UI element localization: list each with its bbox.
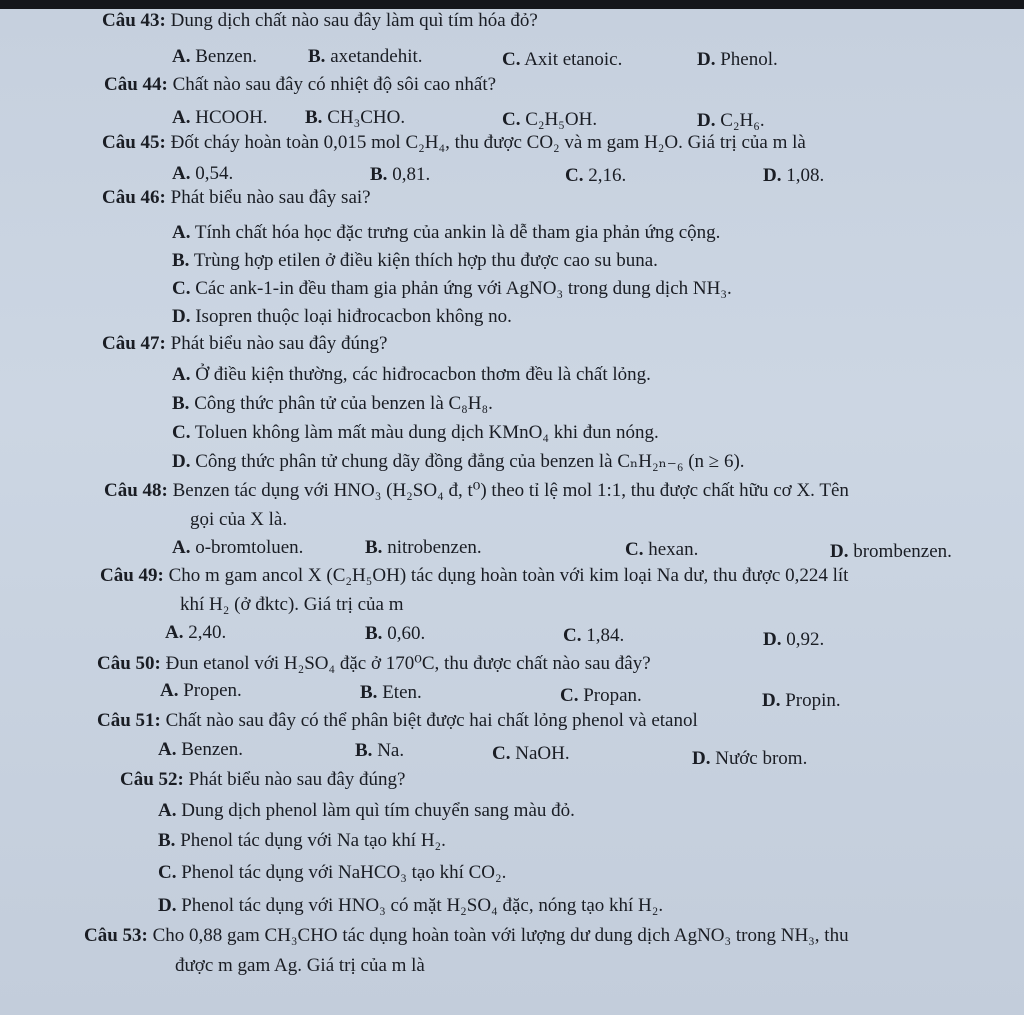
option-51d [692, 748, 807, 770]
question-45 [102, 132, 806, 154]
option-text: Propen. [183, 680, 242, 701]
option-49a [165, 622, 226, 644]
question-49-line2 [180, 594, 404, 616]
option-key: A. [165, 622, 184, 643]
option-51c [492, 743, 570, 765]
option-key: A. [172, 46, 191, 67]
option-52c [158, 862, 506, 884]
option-text: CH₃CHO. [327, 107, 406, 128]
option-text: 0,92. [786, 629, 825, 650]
question-53-line2 [175, 955, 425, 977]
option-key: D. [830, 541, 849, 562]
option-text: 2,16. [588, 165, 627, 186]
option-key: B. [305, 107, 323, 128]
option-43d [697, 49, 778, 71]
option-49b [365, 623, 425, 645]
question-label: Câu 45: [102, 132, 166, 153]
option-50b [360, 682, 422, 704]
option-key: A. [172, 364, 191, 385]
option-text: Propan. [583, 685, 642, 706]
top-dark-edge [0, 0, 1024, 9]
option-key: C. [502, 49, 521, 70]
option-text: Dung dịch phenol làm quì tím chuyển sang màu đỏ. [181, 800, 575, 821]
option-text: Benzen. [181, 739, 243, 760]
option-47b [172, 393, 493, 415]
question-text: Phát biểu nào sau đây đúng? [170, 333, 388, 354]
option-49d [763, 629, 824, 651]
question-label: Câu 50: [97, 653, 161, 674]
option-50c [560, 685, 642, 707]
option-43b [308, 46, 423, 68]
option-key: B. [360, 682, 378, 703]
question-48 [104, 480, 849, 502]
option-51a [158, 739, 243, 761]
question-50 [97, 653, 651, 675]
option-44b [305, 107, 405, 129]
option-text: Các ank-1-in đều tham gia phản ứng với AgNO₃ trong dung dịch NH₃. [195, 278, 732, 299]
option-key: B. [158, 830, 176, 851]
option-text: o-bromtoluen. [195, 537, 304, 558]
option-text: axetandehit. [330, 46, 423, 67]
question-text: Cho 0,88 gam CH₃CHO tác dụng hoàn toàn với lượng dư dung dịch AgNO₃ trong NH₃, thu [152, 925, 849, 946]
option-text: Phenol tác dụng với HNO₃ có mặt H₂SO₄ đặc, nóng tạo khí H₂. [181, 895, 664, 916]
option-44a [172, 107, 268, 129]
option-key: D. [697, 110, 716, 131]
question-text: Chất nào sau đây có thể phân biệt được hai chất lỏng phenol và etanol [165, 710, 698, 731]
option-key: B. [365, 623, 383, 644]
option-44d [697, 110, 765, 132]
option-key: D. [692, 748, 711, 769]
option-text: Tính chất hóa học đặc trưng của ankin là dễ tham gia phản ứng cộng. [194, 222, 721, 243]
question-text: Đun etanol với H₂SO₄ đặc ở 170⁰C, thu được chất nào sau đây? [165, 653, 651, 674]
option-key: C. [502, 109, 521, 130]
option-text: Na. [377, 740, 405, 761]
option-text: 0,81. [392, 164, 431, 185]
option-46b [172, 250, 658, 272]
option-key: A. [158, 800, 177, 821]
option-key: D. [762, 690, 781, 711]
question-text: khí H₂ (ở đktc). Giá trị của m [180, 594, 404, 615]
question-label: Câu 49: [100, 565, 164, 586]
option-text: 1,84. [586, 625, 625, 646]
option-51b [355, 740, 404, 762]
option-key: D. [172, 306, 191, 327]
question-text: Phát biểu nào sau đây sai? [170, 187, 371, 208]
option-text: C₂H₅OH. [525, 109, 598, 130]
option-key: A. [158, 739, 177, 760]
question-text: Cho m gam ancol X (C₂H₅OH) tác dụng hoàn toàn với kim loại Na dư, thu được 0,224 lít [168, 565, 849, 586]
option-text: 1,08. [786, 165, 825, 186]
question-label: Câu 46: [102, 187, 166, 208]
option-key: C. [560, 685, 579, 706]
option-50d [762, 690, 841, 712]
option-text: hexan. [648, 539, 699, 560]
option-text: Nước brom. [715, 748, 808, 769]
option-text: HCOOH. [195, 107, 268, 128]
question-48-line2 [190, 509, 287, 531]
option-key: C. [563, 625, 582, 646]
option-48c [625, 539, 698, 561]
question-label: Câu 44: [104, 74, 168, 95]
option-text: Công thức phân tử chung dãy đồng đẳng của benzen là CₙH₂ₙ₋₆ (n ≥ 6). [195, 451, 745, 472]
option-key: D. [763, 629, 782, 650]
option-50a [160, 680, 242, 702]
option-46c [172, 278, 732, 300]
option-45c [565, 165, 626, 187]
question-text: được m gam Ag. Giá trị của m là [175, 955, 425, 976]
question-text: Phát biểu nào sau đây đúng? [188, 769, 406, 790]
option-key: C. [492, 743, 511, 764]
option-text: 0,60. [387, 623, 426, 644]
option-text: Toluen không làm mất màu dung dịch KMnO₄ khi đun nóng. [194, 422, 659, 443]
option-key: A. [172, 163, 191, 184]
question-46 [102, 187, 371, 209]
question-text: gọi của X là. [190, 509, 288, 530]
question-44 [104, 74, 496, 96]
option-text: C₂H₆. [720, 110, 765, 131]
option-text: Phenol. [720, 49, 778, 70]
question-53 [84, 925, 849, 947]
option-text: Eten. [382, 682, 422, 703]
option-48a [172, 537, 303, 559]
option-46a [172, 222, 720, 244]
option-52a [158, 800, 575, 822]
option-45b [370, 164, 430, 186]
option-text: Axit etanoic. [524, 49, 623, 70]
option-text: nitrobenzen. [387, 537, 482, 558]
question-text: Đốt cháy hoàn toàn 0,015 mol C₂H₄, thu được CO₂ và m gam H₂O. Giá trị của m là [170, 132, 806, 153]
option-49c [563, 625, 624, 647]
option-47c [172, 422, 659, 444]
option-key: B. [365, 537, 383, 558]
question-47 [102, 333, 388, 355]
option-text: Phenol tác dụng với NaHCO₃ tạo khí CO₂. [181, 862, 507, 883]
option-key: B. [355, 740, 373, 761]
option-text: Phenol tác dụng với Na tạo khí H₂. [180, 830, 446, 851]
option-key: C. [158, 862, 177, 883]
question-52 [120, 769, 406, 791]
question-49 [100, 565, 848, 587]
option-key: D. [158, 895, 177, 916]
question-51 [97, 710, 698, 732]
option-text: Trùng hợp etilen ở điều kiện thích hợp thu được cao su buna. [193, 250, 658, 271]
question-label: Câu 48: [104, 480, 168, 501]
option-key: B. [172, 250, 190, 271]
option-47a [172, 364, 651, 386]
question-label: Câu 43: [102, 10, 166, 31]
question-text: Chất nào sau đây có nhiệt độ sôi cao nhất? [172, 74, 497, 95]
option-47d [172, 451, 745, 473]
option-key: B. [172, 393, 190, 414]
option-43c [502, 49, 622, 71]
option-52b [158, 830, 446, 852]
option-text: NaOH. [515, 743, 570, 764]
option-text: 2,40. [188, 622, 227, 643]
question-label: Câu 53: [84, 925, 148, 946]
option-key: C. [172, 422, 191, 443]
question-label: Câu 47: [102, 333, 166, 354]
option-48b [365, 537, 482, 559]
option-key: B. [308, 46, 326, 67]
option-key: D. [172, 451, 191, 472]
option-text: brombenzen. [853, 541, 952, 562]
option-key: A. [172, 537, 191, 558]
option-text: Propin. [785, 690, 841, 711]
option-key: B. [370, 164, 388, 185]
option-45a [172, 163, 233, 185]
option-46d [172, 306, 512, 328]
option-key: A. [172, 107, 191, 128]
option-key: C. [565, 165, 584, 186]
option-52d [158, 895, 663, 917]
question-text: Benzen tác dụng với HNO₃ (H₂SO₄ đ, t⁰) theo tỉ lệ mol 1:1, thu được chất hữu cơ X. Tên [172, 480, 849, 501]
option-text: 0,54. [195, 163, 234, 184]
option-45d [763, 165, 824, 187]
option-key: C. [172, 278, 191, 299]
option-key: A. [172, 222, 191, 243]
question-text: Dung dịch chất nào sau đây làm quì tím hóa đỏ? [170, 10, 538, 31]
option-43a [172, 46, 257, 68]
option-key: D. [763, 165, 782, 186]
option-text: Công thức phân tử của benzen là C₈H₈. [194, 393, 493, 414]
option-text: Isopren thuộc loại hiđrocacbon không no. [195, 306, 512, 327]
option-key: A. [160, 680, 179, 701]
option-48d [830, 541, 952, 563]
option-key: D. [697, 49, 716, 70]
question-label: Câu 52: [120, 769, 184, 790]
option-44c [502, 109, 597, 131]
question-label: Câu 51: [97, 710, 161, 731]
option-text: Benzen. [195, 46, 257, 67]
option-text: Ở điều kiện thường, các hiđrocacbon thơm đều là chất lỏng. [195, 364, 651, 385]
question-43 [102, 10, 538, 32]
option-key: C. [625, 539, 644, 560]
